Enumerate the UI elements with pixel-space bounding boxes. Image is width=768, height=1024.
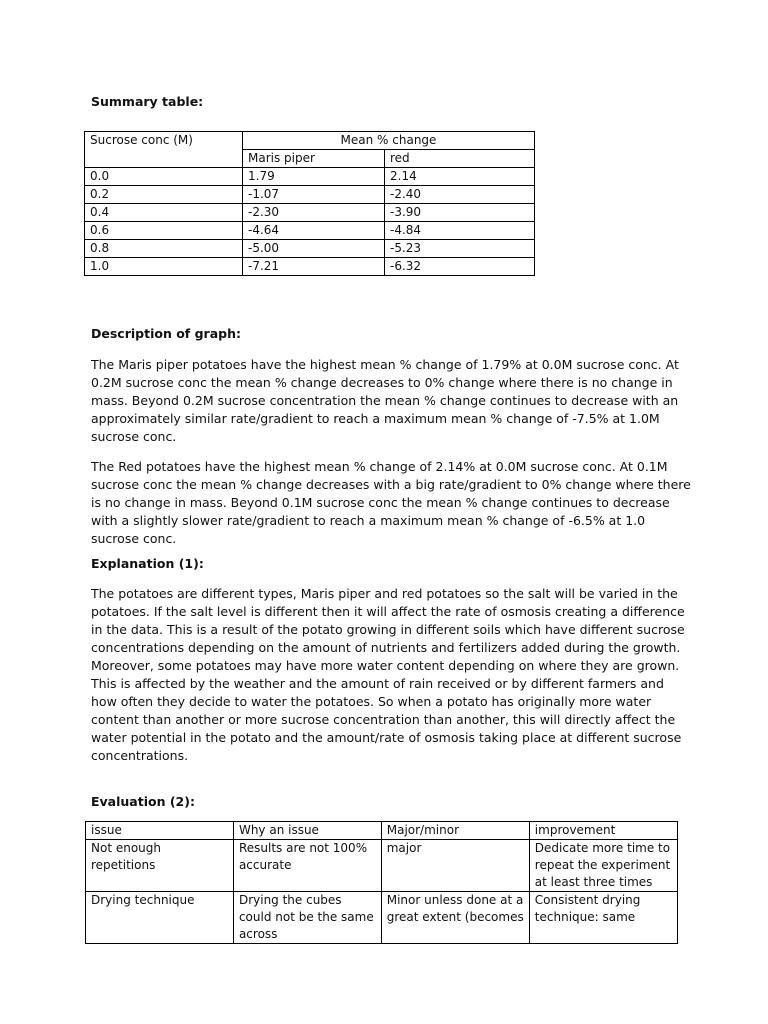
table-cell: -1.07 [243, 186, 385, 204]
summary-heading: Summary table: [91, 94, 204, 109]
table-header-row [85, 132, 535, 150]
table-row [86, 840, 678, 892]
table-cell: Consistent drying technique: same [529, 892, 677, 944]
table-row [85, 204, 535, 222]
table-cell: -5.23 [385, 240, 535, 258]
table-header-cell: Mean % change [243, 132, 535, 150]
table-header-cell: Maris piper [243, 150, 385, 168]
table-cell: Drying the cubes could not be the same across [233, 892, 381, 944]
table-cell: 0.0 [85, 168, 243, 186]
table-header-cell: Sucrose conc (M) [85, 132, 243, 168]
table-cell: -7.21 [243, 258, 385, 276]
table-cell: Results are not 100% accurate [233, 840, 381, 892]
table-row [86, 892, 678, 944]
table-cell: Drying technique [86, 892, 234, 944]
table-cell: -2.30 [243, 204, 385, 222]
table-cell: 1.0 [85, 258, 243, 276]
table-row [85, 258, 535, 276]
table-header-row [86, 822, 678, 840]
table-cell: 0.4 [85, 204, 243, 222]
table-cell: major [381, 840, 529, 892]
description-heading: Description of graph: [91, 326, 241, 341]
table-cell: -2.40 [385, 186, 535, 204]
table-cell: -4.84 [385, 222, 535, 240]
table-row [85, 222, 535, 240]
table-cell: 0.6 [85, 222, 243, 240]
evaluation-heading: Evaluation (2): [91, 794, 195, 809]
table-cell: Not enough repetitions [86, 840, 234, 892]
table-cell: -4.64 [243, 222, 385, 240]
table-cell: 2.14 [385, 168, 535, 186]
table-cell: -5.00 [243, 240, 385, 258]
table-cell: 0.2 [85, 186, 243, 204]
table-header-cell: Major/minor [381, 822, 529, 840]
description-paragraph: The Red potatoes have the highest mean % change of 2.14% at 0.0M sucrose conc. At 0.1M sucrose conc the mean % change decreases with a big rate/gradient to 0% change where there is no change in mass. Beyond 0.1M sucrose conc the mean % change continues to decrease with a slightly slower rate/gradient to reach a maximum mean % change of -6.5% at 1.0 sucrose conc. [91, 459, 691, 546]
table-cell: Minor unless done at a great extent (becomes [381, 892, 529, 944]
explanation-paragraph: The potatoes are different types, Maris piper and red potatoes so the salt will be varied in the potatoes. If the salt level is different then it will affect the rate of osmosis creating a difference in the data. This is a result of the potato growing in different soils which have different sucrose concentrations depending on the amount of nutrients and fertilizers added during the growth. Moreover, some potatoes may have more water content depending on where they are grown. This is affected by the weather and the amount of rain received or by different farmers and how often they decide to water the potatoes. So when a potato has originally more water content than another or more sucrose concentration than another, this will directly affect the water potential in the potato and the amount/rate of osmosis taking place at different sucrose concentrations. [91, 586, 685, 763]
explanation-body [91, 585, 691, 765]
table-header-cell: Why an issue [233, 822, 381, 840]
description-paragraph: The Maris piper potatoes have the highest mean % change of 1.79% at 0.0M sucrose conc. At 0.2M sucrose conc the mean % change decreases to 0% change where there is no change in mass. Beyond 0.2M sucrose concentration the mean % change continues to decrease with an approximately similar rate/gradient to reach a maximum mean % change of -7.5% at 1.0M sucrose conc. [91, 357, 679, 444]
table-header-cell: issue [86, 822, 234, 840]
table-header-cell: improvement [529, 822, 677, 840]
table-cell: -6.32 [385, 258, 535, 276]
table-cell: Dedicate more time to repeat the experiment at least three times [529, 840, 677, 892]
evaluation-table [85, 821, 678, 944]
explanation-heading: Explanation (1): [91, 556, 204, 571]
table-row [85, 186, 535, 204]
table-row [85, 240, 535, 258]
table-cell: 1.79 [243, 168, 385, 186]
table-row [85, 168, 535, 186]
table-cell: 0.8 [85, 240, 243, 258]
description-body [91, 356, 691, 548]
table-cell: -3.90 [385, 204, 535, 222]
table-header-cell: red [385, 150, 535, 168]
summary-table [84, 131, 535, 276]
